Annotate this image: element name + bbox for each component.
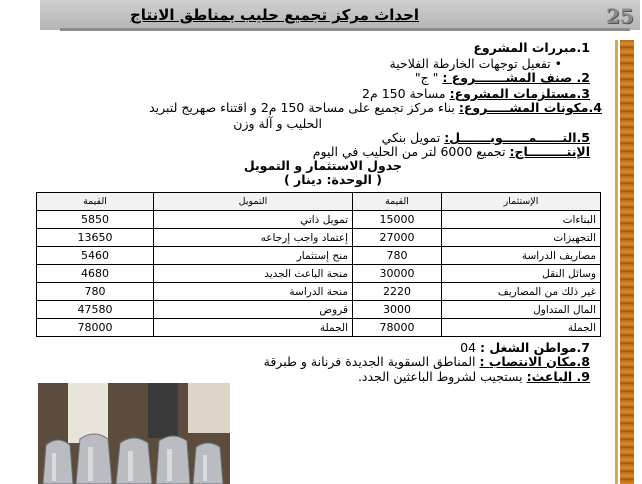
investment-cell: وسائل النقل [442,265,601,283]
table-row [37,301,601,319]
investment-cell: التجهيزات [442,229,601,247]
item-financing: 5.التــــــمــــــويـــــــل: تمويل بنكي [381,130,590,145]
value-cell: 13650 [37,229,154,247]
item-location: 8.مكان الانتصاب : المناطق السقوية الجديدة فرنانة و طبرقة [263,354,590,369]
value-cell: 780 [353,247,442,265]
value-cell: 4680 [37,265,154,283]
milk-cans-illustration [38,383,230,484]
investment-table [36,192,601,337]
table-total-row [37,319,601,337]
value-cell: 780 [37,283,154,301]
financing-cell: إعتماد واجب إرجاعه [154,229,353,247]
header-value: القيمة [353,193,442,211]
page-title: احداث مركز تجميع حليب بمناطق الانتاج [130,6,420,24]
table-row [37,211,601,229]
value-cell: 27000 [353,229,442,247]
value-cell: 30000 [353,265,442,283]
value-cell: 2220 [353,283,442,301]
investment-cell: غير ذلك من المصاريف [442,283,601,301]
item-requirements: 3.مستلزمات المشروع: مساحة 150 م2 [362,86,590,101]
value-cell: 15000 [353,211,442,229]
investment-cell: المال المتداول [442,301,601,319]
decorative-side-stripe [615,40,618,484]
item-category: 2. صنف المشـــــــروع : " ج" [414,70,590,85]
value-cell: 3000 [353,301,442,319]
financing-cell: منحة الباعث الجديد [154,265,353,283]
item-jobs: 7.مواطن الشغل : 04 [460,340,590,355]
table-row [37,283,601,301]
value-cell: 47580 [37,301,154,319]
investment-total-label: الجملة [442,319,601,337]
value-cell: 5850 [37,211,154,229]
header-value: القيمة [37,193,154,211]
financing-total-value: 78000 [37,319,154,337]
table-title: جدول الاستثمار و التمويل [243,158,402,173]
page-number: 25 [606,4,634,28]
table-unit: ( الوحدة: دينار ) [283,172,382,187]
financing-cell: قروض [154,301,353,319]
item-justification-bullet: • تفعيل توجهات الخارطة الفلاحية [389,56,562,71]
investment-total-value: 78000 [353,319,442,337]
milk-cans-photo [38,383,230,484]
item-promoter: 9. الباعث: يستجيب لشروط الباعثين الجدد. [357,369,590,384]
header-investment: الإستثمار [442,193,601,211]
item-production: الإنتـــــــــاج: تجميع 6000 لتر من الحليب في اليوم [312,144,590,159]
header-financing: التمويل [154,193,353,211]
investment-cell: البناءات [442,211,601,229]
table-row [37,247,601,265]
table-row [37,229,601,247]
value-cell: 5460 [37,247,154,265]
page-header [40,0,634,40]
financing-cell: منحة الدراسة [154,283,353,301]
financing-cell: منح إستثمار [154,247,353,265]
financing-total-label: الجملة [154,319,353,337]
item-justification: 1.مبررات المشروع [473,40,590,55]
table-header-row [37,193,601,211]
table-row [37,265,601,283]
decorative-side-bar [620,40,634,484]
financing-cell: تمويل ذاتي [154,211,353,229]
item-components-cont: الحليب و آلة وزن [233,116,322,131]
investment-cell: مصاريف الدراسة [442,247,601,265]
item-components: 4.مكونات المشـــــروع: بناء مركز تجميع على مساحة 150 م2 و اقتناء صهريج لتبريد [149,100,602,115]
header-underline [60,28,630,31]
